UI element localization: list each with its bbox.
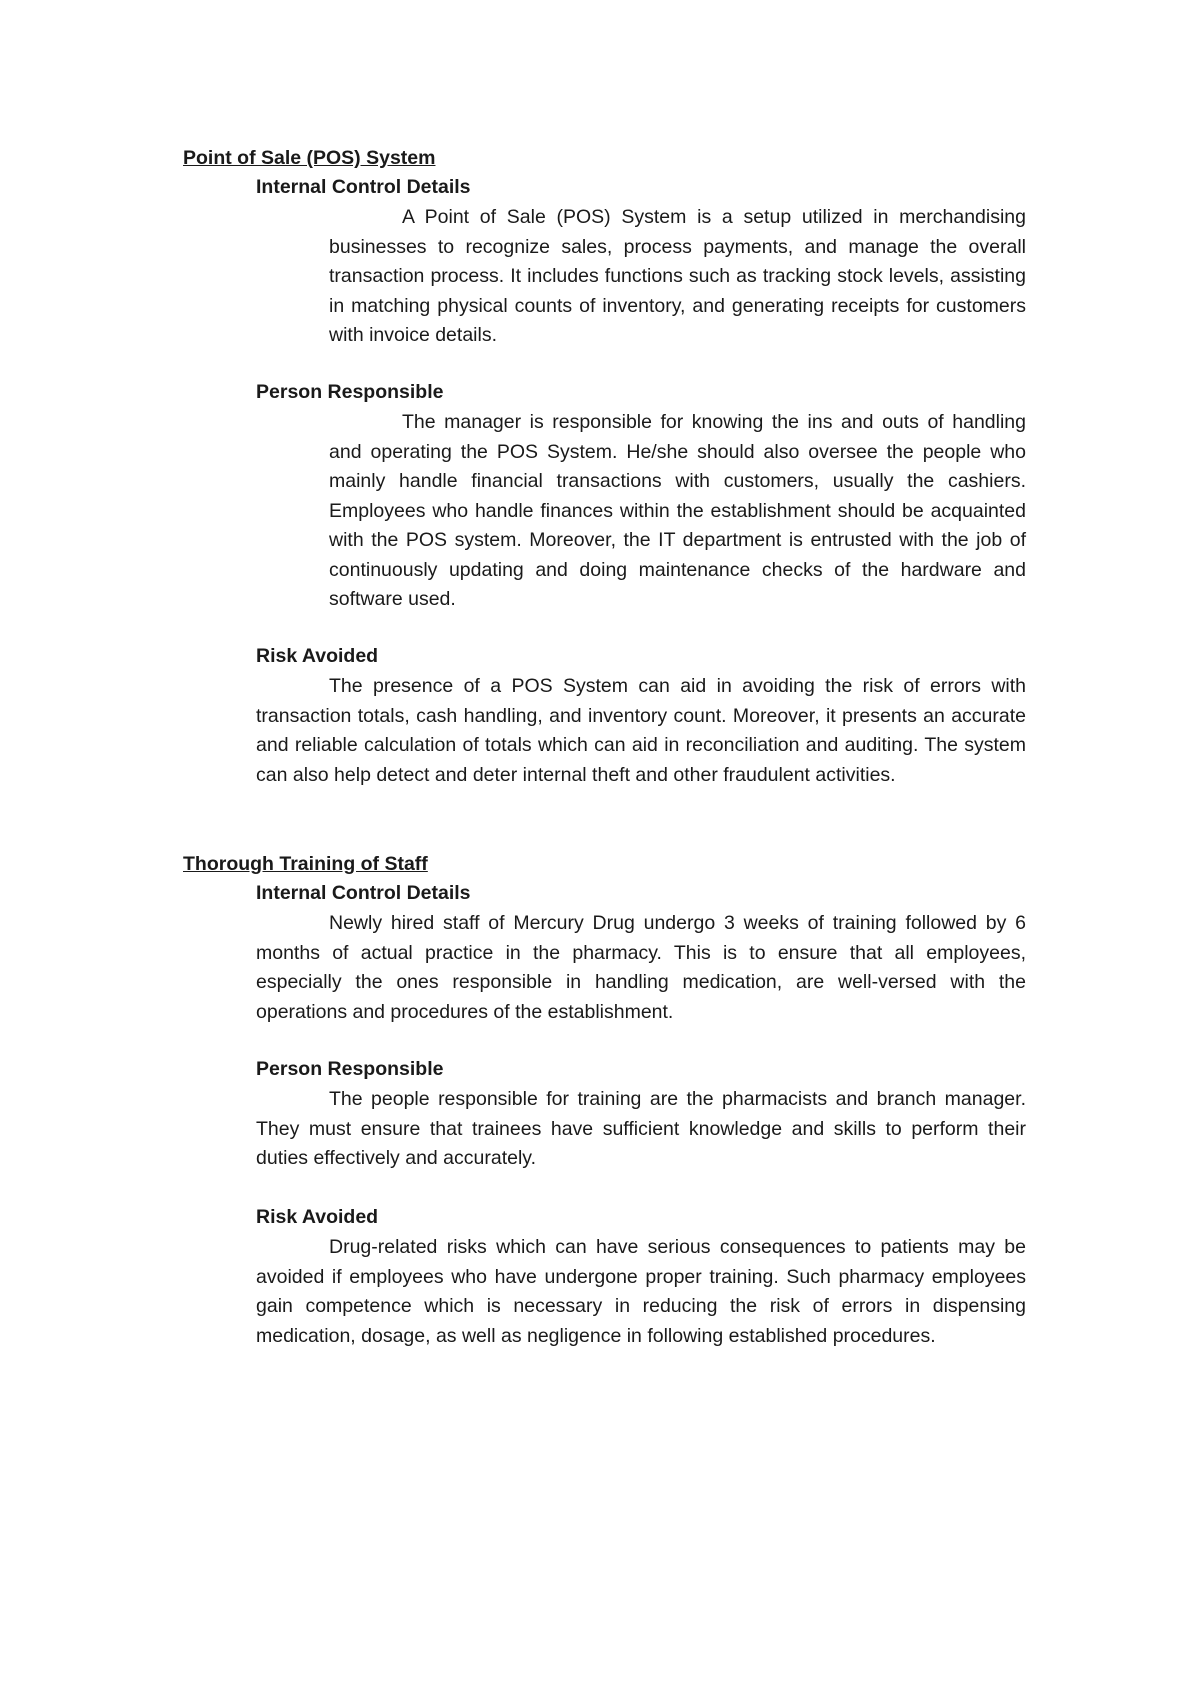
- paragraph-person-responsible: The people responsible for training are the pharmacists and branch manager. They must ensure that trainees have sufficient knowledge and skills to perform their duties effectively and accurately.: [256, 1088, 1026, 1169]
- section-title-pos-system: Point of Sale (POS) System: [183, 147, 436, 169]
- subheading-internal-control-details: Internal Control Details: [256, 176, 471, 198]
- subheading-risk-avoided: Risk Avoided: [256, 645, 379, 667]
- subheading-risk-avoided: Risk Avoided: [256, 1206, 379, 1228]
- paragraph-person-responsible: The manager is responsible for knowing the ins and outs of handling and operating the POS System. He/she should also oversee the people who mainly handle financial transactions with customers, usually the cashiers. Employees who handle finances within the establishment should be acquainted with the POS system. Moreover, the IT department is entrusted with the job of continuously updating and doing maintenance checks of the hardware and software used.: [329, 411, 1026, 610]
- section-title-thorough-training: Thorough Training of Staff: [183, 853, 428, 875]
- paragraph-risk-avoided: Drug-related risks which can have serious consequences to patients may be avoided if employees who have undergone proper training. Such pharmacy employees gain competence which is necessary in reducing the risk of errors in dispensing medication, dosage, as well as negligence in following established procedures.: [256, 1236, 1026, 1347]
- paragraph-risk-avoided: The presence of a POS System can aid in avoiding the risk of errors with transaction totals, cash handling, and inventory count. Moreover, it presents an accurate and reliable calculation of totals which can aid in reconciliation and auditing. The system can also help detect and deter internal theft and other fraudulent activities.: [256, 675, 1026, 786]
- paragraph-internal-control-details: Newly hired staff of Mercury Drug undergo 3 weeks of training followed by 6 months of actual practice in the pharmacy. This is to ensure that all employees, especially the ones responsible in handling medication, are well-versed with the operations and procedures of the establishment.: [256, 912, 1026, 1023]
- subheading-person-responsible: Person Responsible: [256, 1058, 444, 1080]
- subheading-internal-control-details: Internal Control Details: [256, 882, 471, 904]
- subheading-person-responsible: Person Responsible: [256, 381, 444, 403]
- paragraph-internal-control-details: A Point of Sale (POS) System is a setup utilized in merchandising businesses to recognize sales, process payments, and manage the overall transaction process. It includes functions such as tracking stock levels, assisting in matching physical counts of inventory, and generating receipts for customers with invoice details.: [329, 206, 1026, 346]
